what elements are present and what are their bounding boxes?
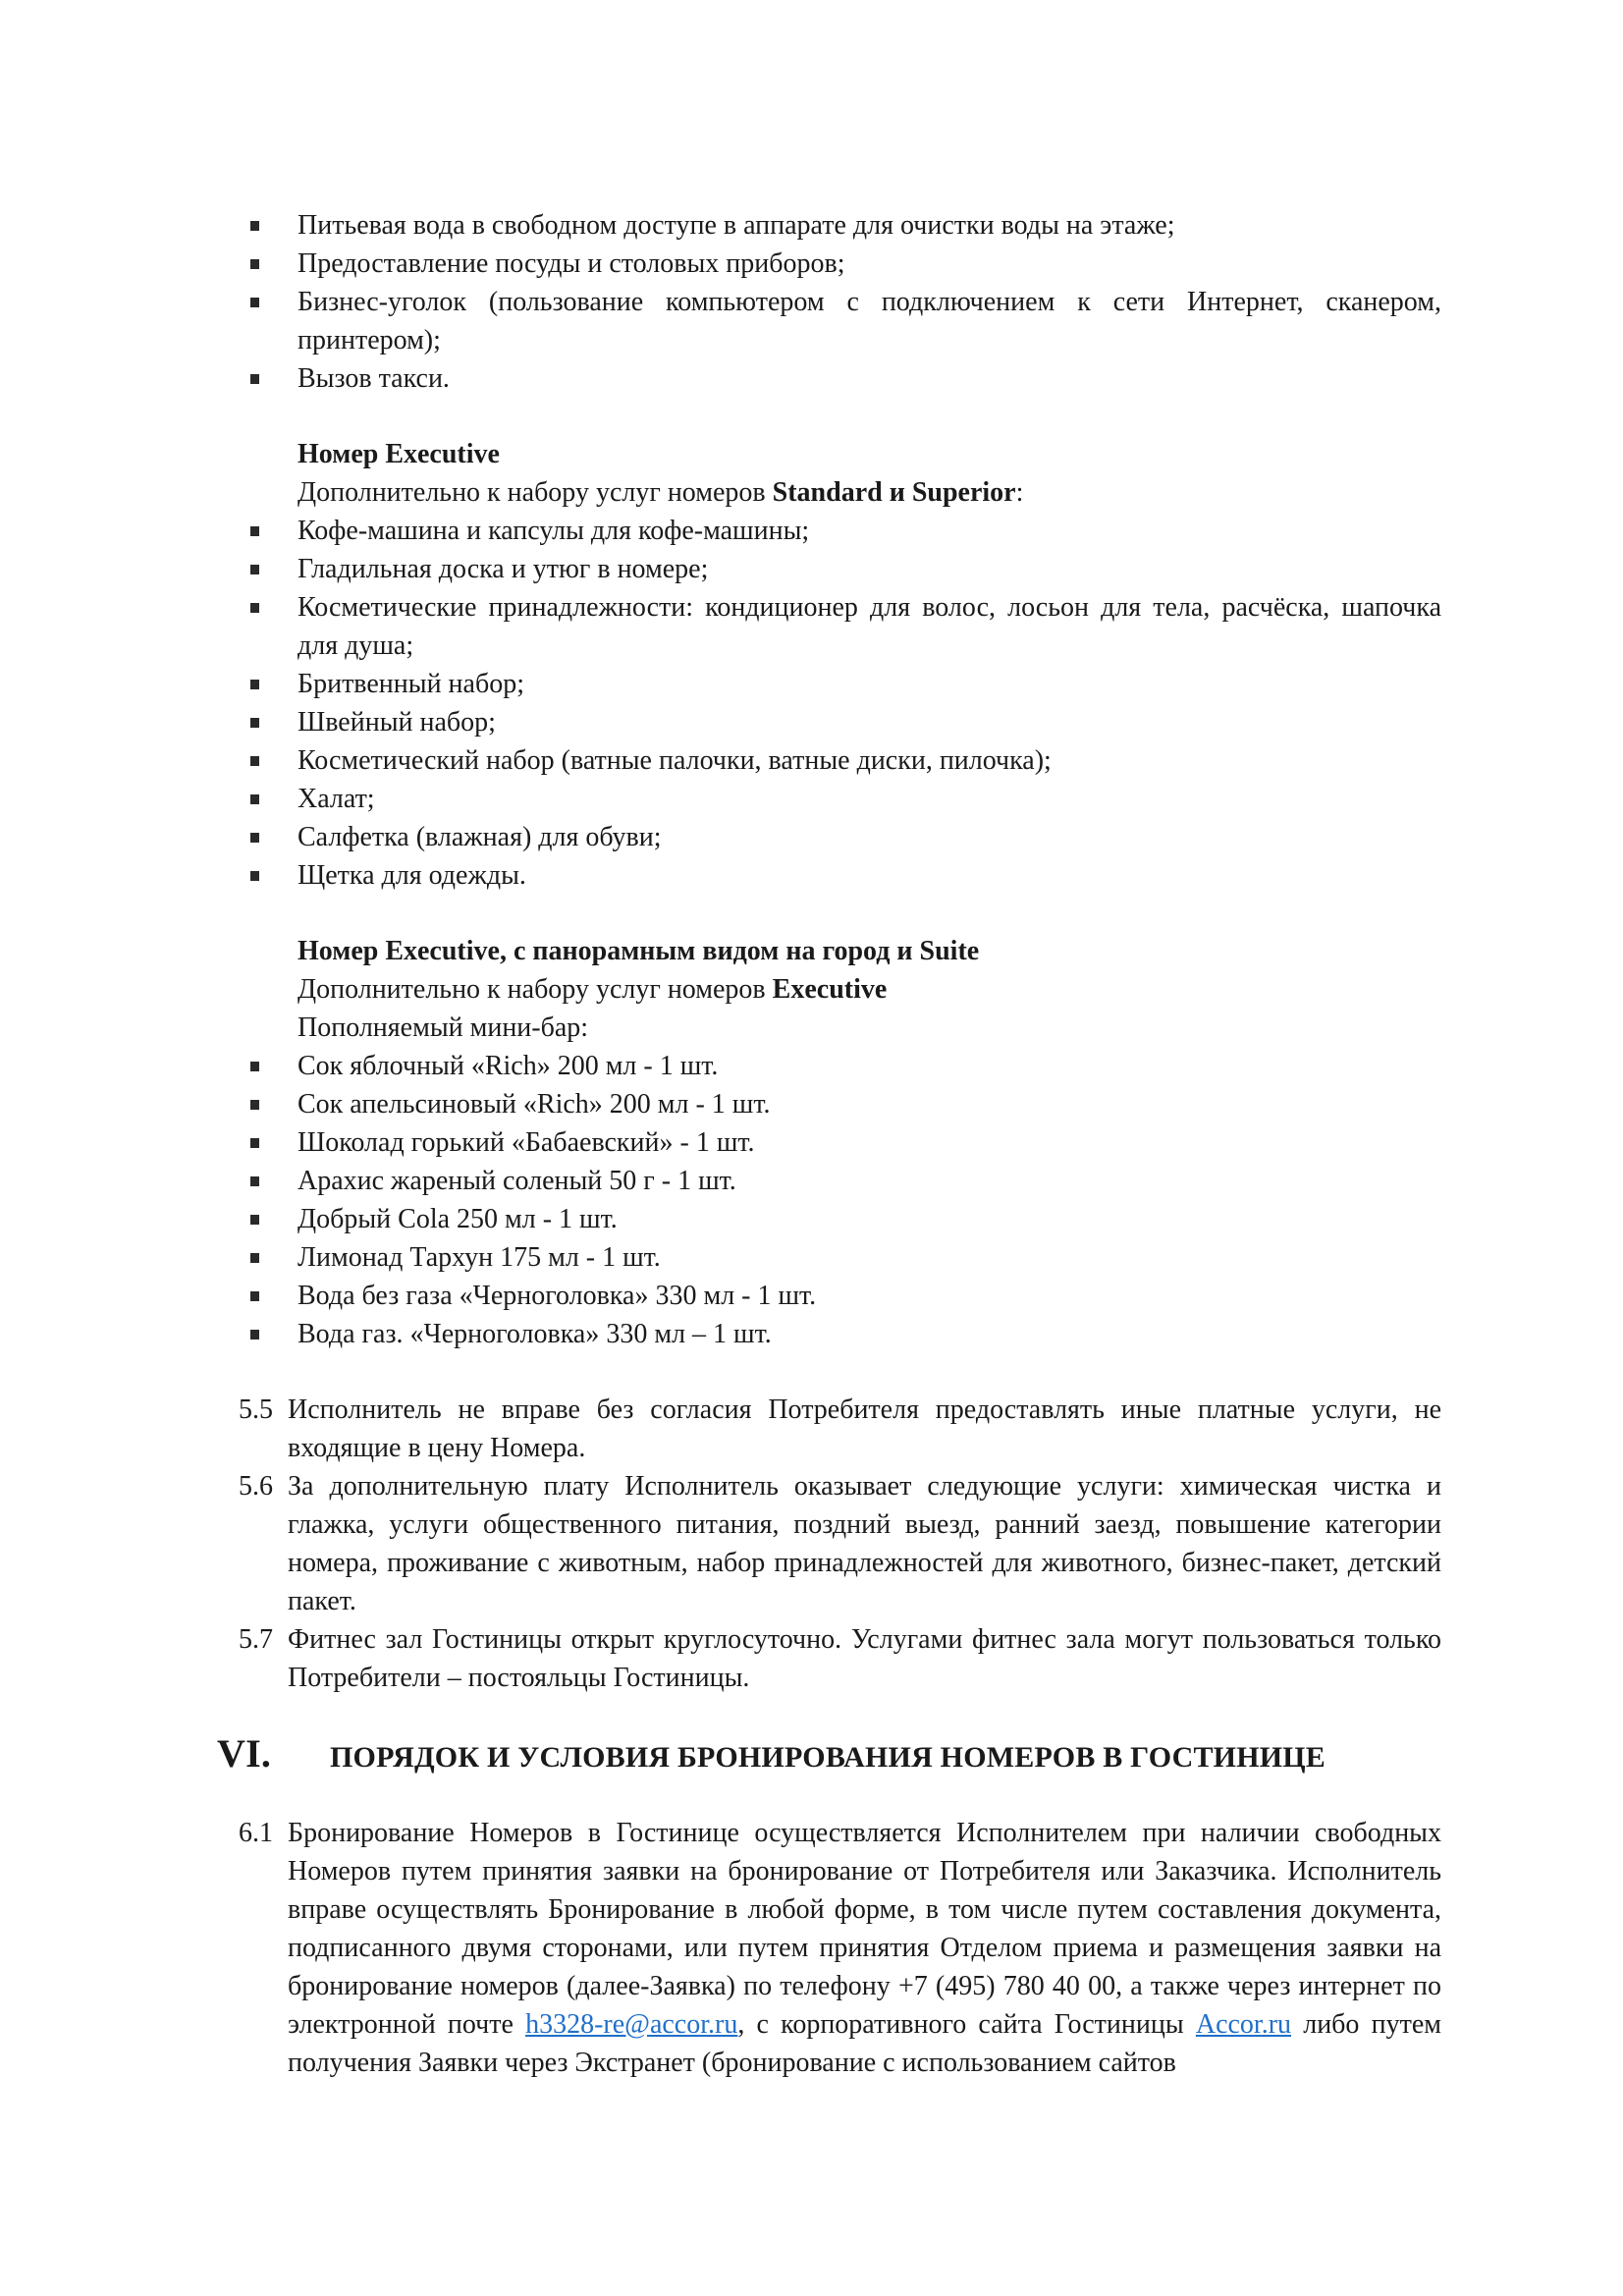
list-item: Швейный набор; (239, 703, 1441, 741)
executive-amenities-list (239, 512, 1441, 895)
clause-6-1: 6.1 Бронирование Номеров в Гостинице осуществляется Исполнителем при наличии свободных Номеров путем принятия заявки на бронирование от Потребителя или Заказчика. Исполнитель вправе осуществлять Бронирование в любой форме, в том числе путем составления документа, подписанного двумя сторонами, или путем принятия Отделом приема и размещения заявки на бронирование номеров (далее-Заявка) по телефону +7 (495) 780 40 00, а также через интернет по электронной почте h3328-re@accor.ru, с корпоративного сайта Гостиницы Accor.ru либо путем получения Заявки через Экстранет (бронирование с использованием сайтов (239, 1814, 1441, 2082)
section-title: ПОРЯДОК И УСЛОВИЯ БРОНИРОВАНИЯ НОМЕРОВ В ГОСТИНИЦЕ (330, 1741, 1326, 1774)
clause-5-7 (239, 1620, 1441, 1697)
square-bullet-icon (250, 1253, 259, 1263)
square-bullet-icon (250, 259, 259, 269)
list-item: Сок яблочный «Rich» 200 мл - 1 шт. (239, 1047, 1441, 1085)
list-item: Щетка для одежды. (239, 856, 1441, 895)
square-bullet-icon (250, 680, 259, 689)
square-bullet-icon (250, 833, 259, 843)
list-item: Вода газ. «Черноголовка» 330 мл – 1 шт. (239, 1315, 1441, 1353)
list-item: Кофе-машина и капсулы для кофе-машины; (239, 512, 1441, 550)
list-item: Арахис жареный соленый 50 г - 1 шт. (239, 1162, 1441, 1200)
list-item: Гладильная доска и утюг в номере; (239, 550, 1441, 588)
list-item: Бритвенный набор; (239, 665, 1441, 703)
list-item: Салфетка (влажная) для обуви; (239, 818, 1441, 856)
list-item: Бизнес-уголок (пользование компьютером с подключением к сети Интернет, сканером, принтером); (239, 283, 1441, 359)
list-item: Сок апельсиновый «Rich» 200 мл - 1 шт. (239, 1085, 1441, 1123)
list-item: Вода без газа «Черноголовка» 330 мл - 1 шт. (239, 1277, 1441, 1315)
square-bullet-icon (250, 374, 259, 384)
square-bullet-icon (250, 1062, 259, 1071)
square-bullet-icon (250, 221, 259, 231)
section-number: VI. (217, 1731, 272, 1776)
square-bullet-icon (250, 1138, 259, 1148)
clause-text: Исполнитель не вправе без согласия Потребителя предоставлять иные платные услуги, не входящие в цену Номера. (288, 1394, 1441, 1463)
list-item: Халат; (239, 780, 1441, 818)
square-bullet-icon (250, 756, 259, 766)
list-item: Питьевая вода в свободном доступе в аппарате для очистки воды на этаже; (239, 206, 1441, 245)
square-bullet-icon (250, 1176, 259, 1186)
clause-5-5 (239, 1391, 1441, 1467)
clause-text: За дополнительную плату Исполнитель оказывает следующие услуги: химическая чистка и глажка, услуги общественного питания, поздний выезд, ранний заезд, повышение категории номера, проживание с животным, набор принадлежностей для животного, бизнес-пакет, детский пакет. (288, 1471, 1441, 1616)
section-6-heading (217, 1731, 1441, 1777)
square-bullet-icon (250, 1100, 259, 1110)
list-item: Добрый Cola 250 мл - 1 шт. (239, 1200, 1441, 1238)
list-item: Лимонад Тархун 175 мл - 1 шт. (239, 1238, 1441, 1277)
executive-room-header (239, 435, 1441, 512)
square-bullet-icon (250, 1291, 259, 1301)
minibar-label: Пополняемый мини-бар: (298, 1012, 589, 1043)
square-bullet-icon (250, 603, 259, 613)
list-item: Косметические принадлежности: кондиционер для волос, лосьон для тела, расчёска, шапочка для душа; (239, 588, 1441, 665)
clause-5-6 (239, 1467, 1441, 1620)
amenities-list-general (239, 206, 1441, 398)
list-item: Предоставление посуды и столовых приборов; (239, 245, 1441, 283)
square-bullet-icon (250, 1215, 259, 1225)
clause-number: 6.1 (239, 1818, 273, 1848)
clause-number: 5.6 (239, 1471, 273, 1502)
list-item: Вызов такси. (239, 359, 1441, 398)
square-bullet-icon (250, 794, 259, 804)
clause-number: 5.5 (239, 1394, 273, 1425)
email-link[interactable]: h3328-re@accor.ru (525, 2009, 738, 2040)
website-link[interactable]: Accor.ru (1195, 2009, 1292, 2040)
executive-panoramic-title: Номер Executive, с панорамным видом на город и Suite (298, 936, 980, 966)
list-item: Косметический набор (ватные палочки, ватные диски, пилочка); (239, 741, 1441, 780)
executive-room-intro: Дополнительно к набору услуг номеров Standard и Superior: (298, 477, 1024, 508)
square-bullet-icon (250, 526, 259, 536)
square-bullet-icon (250, 871, 259, 881)
minibar-list (239, 1047, 1441, 1353)
executive-room-title: Номер Executive (298, 439, 500, 469)
square-bullet-icon (250, 298, 259, 307)
clause-text: Фитнес зал Гостиницы открыт круглосуточно. Услугами фитнес зала могут пользоваться только Потребители – постояльцы Гостиницы. (288, 1624, 1441, 1693)
document-content (217, 206, 1441, 2082)
clause-number: 5.7 (239, 1624, 273, 1655)
executive-panoramic-intro: Дополнительно к набору услуг номеров Executive (298, 974, 888, 1005)
square-bullet-icon (250, 718, 259, 728)
square-bullet-icon (250, 1330, 259, 1339)
list-item: Шоколад горький «Бабаевский» - 1 шт. (239, 1123, 1441, 1162)
square-bullet-icon (250, 565, 259, 574)
executive-panoramic-header (239, 932, 1441, 1047)
